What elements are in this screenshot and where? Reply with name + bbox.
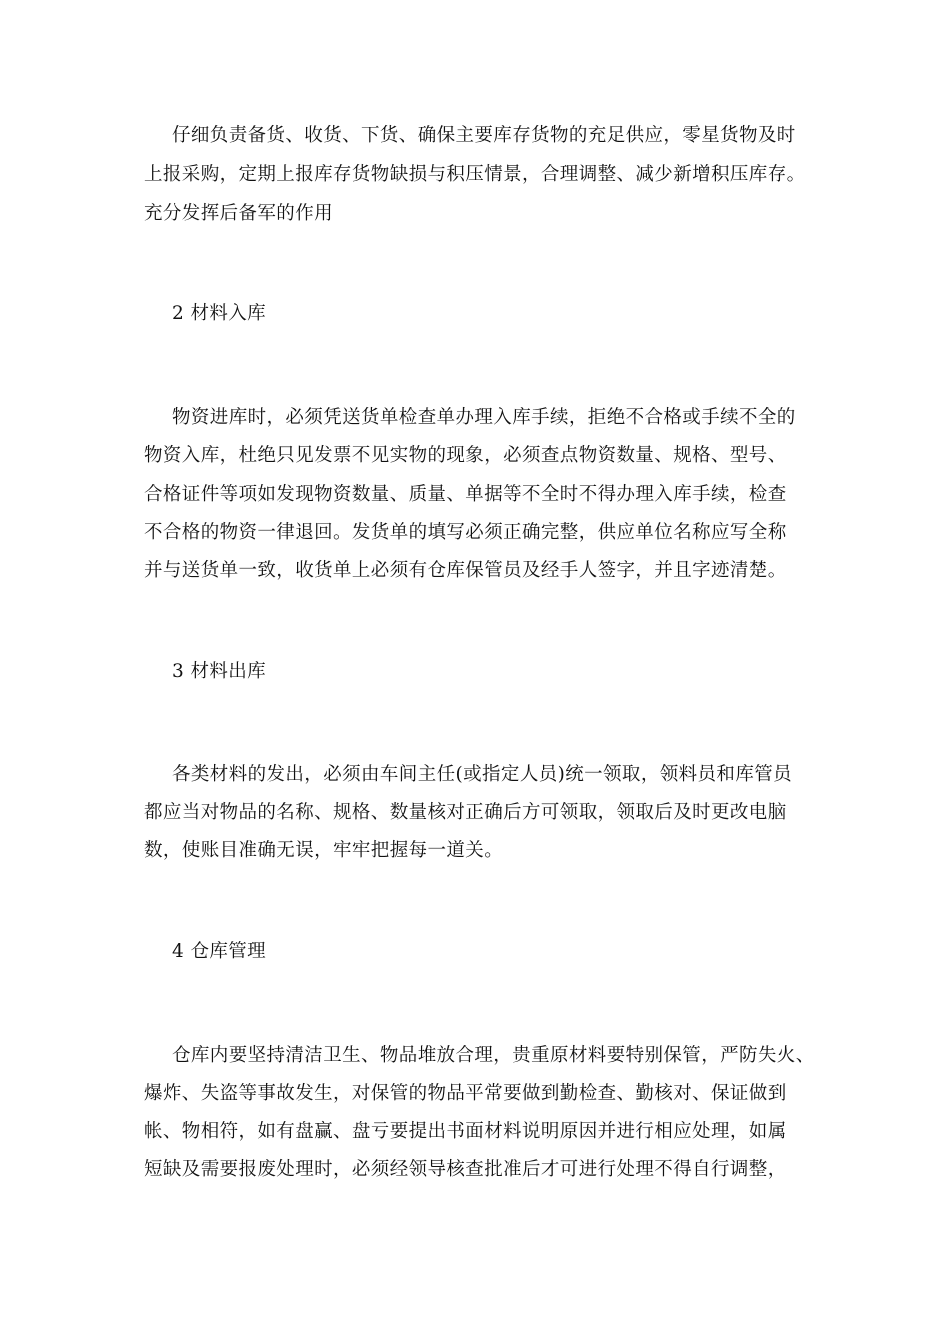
paragraph-line: 数，使账目准确无误，牢牢把握每一道关。 xyxy=(144,840,504,861)
paragraph-line: 仓库内要坚持清洁卫生、物品堆放合理，贵重原材料要特别保管，严防失火、 xyxy=(172,1045,815,1066)
paragraph-line: 仔细负责备货、收货、下货、确保主要库存货物的充足供应，零星货物及时 xyxy=(172,125,796,146)
paragraph-line: 不合格的物资一律退回。发货单的填写必须正确完整，供应单位名称应写全称 xyxy=(144,522,787,543)
paragraph-line: 并与送货单一致，收货单上必须有仓库保管员及经手人签字，并且字迹清楚。 xyxy=(144,560,787,581)
section-heading-2: 2 材料入库 xyxy=(172,303,267,324)
section-heading-4: 4 仓库管理 xyxy=(172,941,267,962)
paragraph-line: 都应当对物品的名称、规格、数量核对正确后方可领取，领取后及时更改电脑 xyxy=(144,802,787,823)
section-heading-3: 3 材料出库 xyxy=(172,661,267,682)
paragraph-line: 短缺及需要报废处理时，必须经领导核查批准后才可进行处理不得自行调整， xyxy=(144,1159,787,1180)
paragraph-line: 物资进库时，必须凭送货单检查单办理入库手续，拒绝不合格或手续不全的 xyxy=(172,407,796,428)
paragraph-line: 上报采购，定期上报库存货物缺损与积压情景，合理调整、减少新增积压库存。 xyxy=(144,164,806,185)
paragraph-line: 物资入库，杜绝只见发票不见实物的现象，必须查点物资数量、规格、型号、 xyxy=(144,445,787,466)
paragraph-line: 各类材料的发出，必须由车间主任(或指定人员)统一领取，领料员和库管员 xyxy=(172,764,793,785)
paragraph-line: 爆炸、失盗等事故发生，对保管的物品平常要做到勤检查、勤核对、保证做到 xyxy=(144,1083,787,1104)
paragraph-line: 充分发挥后备军的作用 xyxy=(144,203,334,224)
paragraph-line: 帐、物相符，如有盘赢、盘亏要提出书面材料说明原因并进行相应处理，如属 xyxy=(144,1121,787,1142)
paragraph-line: 合格证件等项如发现物资数量、质量、单据等不全时不得办理入库手续，检查 xyxy=(144,484,787,505)
